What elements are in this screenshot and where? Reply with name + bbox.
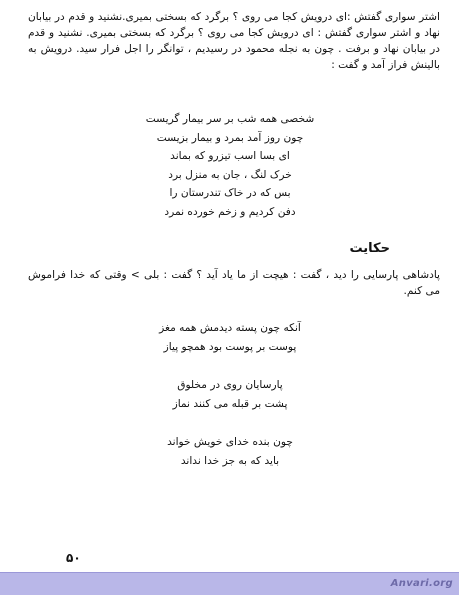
poem-block-1 [80, 110, 380, 221]
page-number: ۵۰ [66, 551, 81, 565]
section-heading: حکایت [349, 241, 390, 256]
poem-line: ای بسا اسب تیزرو که بماند [170, 150, 290, 162]
story-paragraph [28, 9, 440, 73]
poem-line: پشت بر قبله می کنند نماز [172, 397, 288, 410]
watermark-logo: Anvari.org [390, 578, 453, 589]
poem-line: باید که به جز خدا نداند [180, 454, 280, 467]
footer-bar [0, 572, 459, 595]
poem-line: خرک لنگ ، جان به منزل برد [168, 168, 292, 181]
poem-line: چون بنده خدای خویش خواند [167, 436, 293, 448]
story-paragraph-2 [28, 267, 440, 299]
poem-line: چون روز آمد بمرد و بیمار بزیست [156, 131, 304, 144]
poem-line: پوست بر پوست بود همچو پیاز [163, 340, 297, 353]
poem-line: بس که در خاک تندرستان را [169, 187, 291, 199]
poem-block-2 [80, 319, 380, 356]
story-text: پادشاهی پارسایی را دید ، گفت : هیچت از ما یاد آید ؟ گفت : بلی > وقتی که خدا فراموش می کنم. [28, 269, 440, 297]
poem-line: پارسایان روی در مخلوق [177, 379, 283, 391]
poem-block-3 [80, 376, 380, 413]
poem-block-4 [80, 433, 380, 470]
poem-line: آنکه چون پسته دیدمش همه مغز [159, 322, 301, 334]
story-text: اشتر سواری گفتش :ای درویش کجا می روی ؟ برگرد که بسختی بمیری.نشنید و قدم در بیابان نهاد و اشتر سواری گفتش : ای درویش کجا می روی ؟ برگرد که بسختی بمیری. نشنید و قدم در بیابان نهاد و برفت . چون به نجله محمود در رسیدیم ، توانگر را اجل فرار سید. درویش به بالینش فراز آمد و گفت : [28, 11, 440, 71]
poem-line: شخصی همه شب بر سر بیمار گریست [145, 113, 315, 125]
poem-line: دفن کردیم و زخم خورده نمرد [164, 205, 296, 218]
